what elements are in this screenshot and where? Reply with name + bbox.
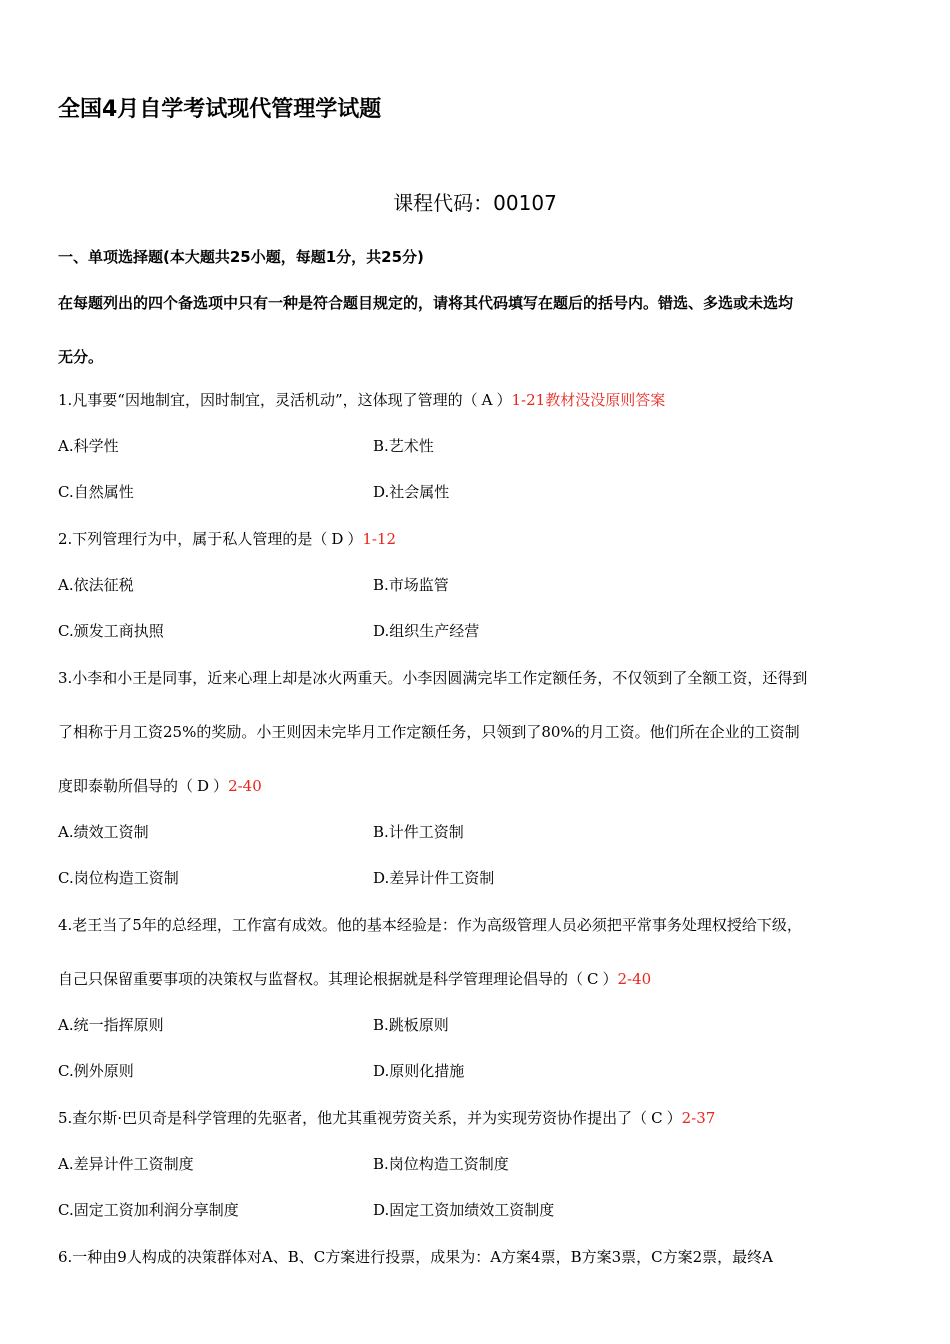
- answer: C: [587, 970, 599, 988]
- question-3-line-3: [58, 776, 262, 796]
- reference-note: 1-12: [362, 530, 397, 548]
- reference-note: 2-37: [681, 1109, 716, 1127]
- option-b: B.市场监管: [373, 576, 449, 594]
- option-a: A.依法征税: [58, 576, 134, 594]
- reference-note: 1-21教材没没原则答案: [511, 391, 666, 409]
- question-close: ）: [666, 1109, 682, 1127]
- option-a: A.统一指挥原则: [58, 1016, 164, 1034]
- page-title: 全国4月自学考试现代管理学试题: [58, 97, 382, 122]
- option-b: B.跳板原则: [373, 1016, 449, 1034]
- question-4-line-2: [58, 969, 651, 989]
- question-3-line-2: 了相称于月工资25%的奖励。小王则因未完毕月工作定额任务，只领到了80%的月工资。他们所在企业的工资制: [58, 723, 800, 741]
- question-text: 自己只保留重要事项的决策权与监督权。其理论根据就是科学管理理论倡导的（: [58, 970, 584, 988]
- option-d: D.原则化措施: [373, 1062, 465, 1080]
- question-close: ）: [213, 777, 229, 795]
- question-text: 度即泰勒所倡导的（: [58, 777, 194, 795]
- question-text: 2.下列管理行为中，属于私人管理的是（: [58, 530, 328, 548]
- section-instruction-line-2: 无分。: [58, 348, 104, 366]
- reference-note: 2-40: [617, 970, 652, 988]
- question-close: ）: [347, 530, 363, 548]
- option-d: D.社会属性: [373, 483, 450, 501]
- option-d: D.组织生产经营: [373, 622, 480, 640]
- question-2: [58, 529, 396, 549]
- question-5: [58, 1108, 715, 1128]
- option-a: A.科学性: [58, 437, 119, 455]
- answer: D: [197, 777, 210, 795]
- answer: A: [481, 391, 493, 409]
- option-a: A.差异计件工资制度: [58, 1155, 194, 1173]
- option-b: B.岗位构造工资制度: [373, 1155, 509, 1173]
- reference-note: 2-40: [228, 777, 262, 795]
- question-close: ）: [496, 391, 512, 409]
- question-3-line-1: 3.小李和小王是同事，近来心理上却是冰火两重天。小李因圆满完毕工作定额任务，不仅领到了全额工资，还得到: [58, 669, 808, 687]
- option-c: C.岗位构造工资制: [58, 869, 179, 887]
- option-b: B.艺术性: [373, 437, 434, 455]
- option-c: C.例外原则: [58, 1062, 134, 1080]
- answer: C: [651, 1109, 663, 1127]
- option-c: C.自然属性: [58, 483, 134, 501]
- option-a: A.绩效工资制: [58, 823, 149, 841]
- question-6-line-1: 6.一种由9人构成的决策群体对A、B、C方案进行投票，成果为：A方案4票，B方案3票，C方案2票，最终A: [58, 1248, 773, 1266]
- section-heading: 一、单项选择题(本大题共25小题，每题1分，共25分): [58, 248, 424, 266]
- option-b: B.计件工资制: [373, 823, 464, 841]
- answer: D: [331, 530, 344, 548]
- question-1: [58, 390, 665, 410]
- section-instruction-line-1: 在每题列出的四个备选项中只有一种是符合题目规定的，请将其代码填写在题后的括号内。错选、多选或未选均: [58, 294, 794, 312]
- course-code: 课程代码：00107: [393, 191, 557, 215]
- option-c: C.颁发工商执照: [58, 622, 164, 640]
- option-d: D.差异计件工资制: [373, 869, 495, 887]
- question-close: ）: [602, 970, 618, 988]
- question-text: 1.凡事要“因地制宜，因时制宜，灵活机动”，这体现了管理的（: [58, 391, 478, 409]
- question-text: 5.查尔斯·巴贝奇是科学管理的先驱者，他尤其重视劳资关系，并为实现劳资协作提出了（: [58, 1109, 648, 1127]
- option-d: D.固定工资加绩效工资制度: [373, 1201, 555, 1219]
- question-4-line-1: 4.老王当了5年的总经理，工作富有成效。他的基本经验是：作为高级管理人员必须把平常事务处理权授给下级，: [58, 916, 802, 934]
- option-c: C.固定工资加利润分享制度: [58, 1201, 239, 1219]
